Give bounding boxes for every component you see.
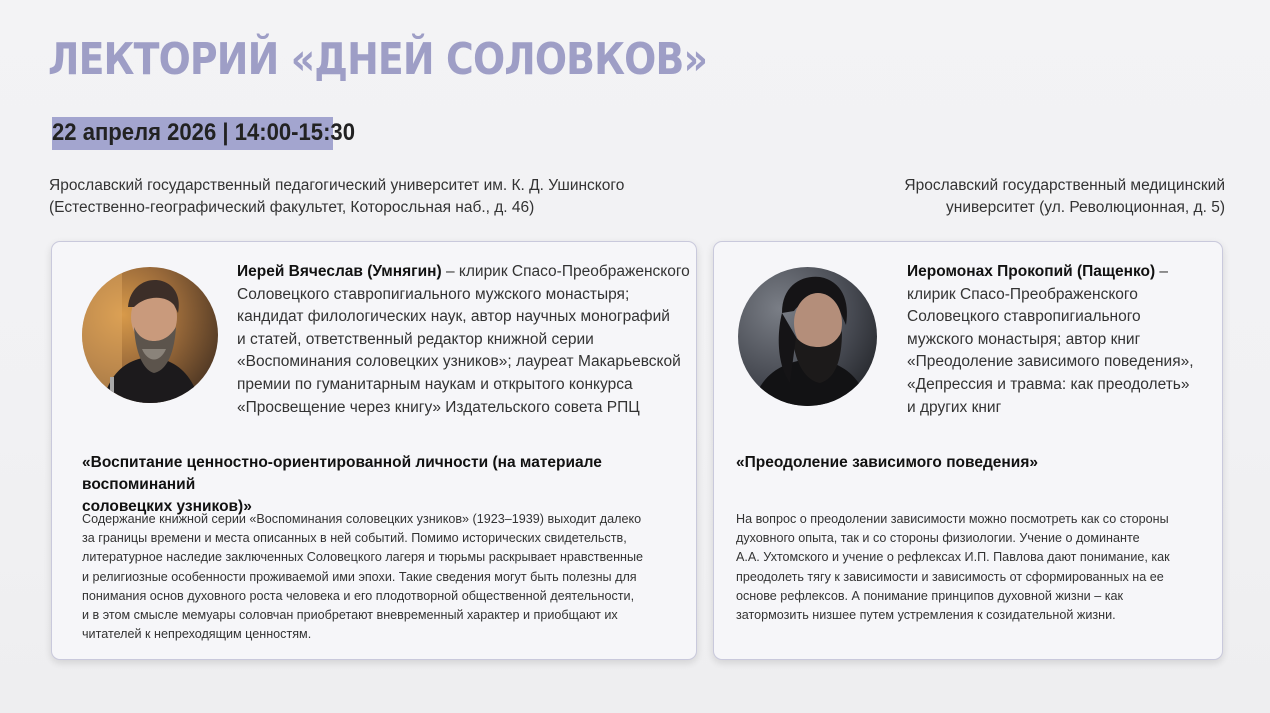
bio-line: «Преодоление зависимого поведения», bbox=[907, 353, 1194, 371]
speaker-name: Иерей Вячеслав (Умнягин) bbox=[237, 263, 442, 280]
desc-line: преодолеть тягу к зависимости и зависимость от сформированных на ее bbox=[736, 569, 1164, 584]
lecture-card-right bbox=[713, 241, 1223, 660]
bio-line: и статей, ответственный редактор книжной серии bbox=[237, 330, 594, 348]
desc-line: На вопрос о преодолении зависимости можно посмотреть как со стороны bbox=[736, 512, 1169, 526]
topic-line: «Преодоление зависимого поведения» bbox=[736, 454, 1038, 471]
desc-line: понимания основ духовного роста человека и его плодотворной общественной деятельности, bbox=[82, 588, 635, 603]
event-date-text: 22 апреля 2026 | 14:00-15:30 bbox=[52, 119, 355, 146]
topic-line: «Воспитание ценностно-ориентированной личности (на материале воспоминаний bbox=[82, 454, 602, 493]
bio-line: мужского монастыря; автор книг bbox=[907, 330, 1141, 348]
bio-line: – bbox=[1155, 263, 1169, 280]
venue-left bbox=[49, 175, 649, 219]
desc-line: затормозить низшее путем устремления к созидательной жизни. bbox=[736, 608, 1116, 623]
lecture-topic bbox=[736, 452, 1206, 474]
bio-line: премии по гуманитарным наукам и открытого конкурса bbox=[237, 375, 633, 393]
desc-line: читателей к непреходящим ценностям. bbox=[82, 627, 312, 642]
bio-line: клирик Спасо-Преображенского bbox=[907, 285, 1138, 303]
speaker-portrait-icon bbox=[82, 267, 218, 403]
speaker-name: Иеромонах Прокопий (Пащенко) bbox=[907, 263, 1156, 280]
desc-line: основе рефлексов. А понимание принципов духовной жизни – как bbox=[736, 588, 1123, 603]
bio-line: «Воспоминания соловецких узников»; лауреат Макарьевской bbox=[237, 353, 681, 371]
lecture-description bbox=[736, 510, 1206, 625]
desc-line: духовного опыта, так и со стороны физиологии. Учение о доминанте bbox=[736, 531, 1140, 546]
venue-left-line1: Ярославский государственный педагогический университет им. К. Д. Ушинского bbox=[49, 177, 625, 194]
bio-line: Соловецкого ставропигиального bbox=[907, 308, 1141, 326]
desc-line: литературное наследие заключенных Соловецкого лагеря и тюрьмы раскрывает нравственные bbox=[82, 550, 644, 565]
bio-line: и других книг bbox=[907, 398, 1002, 416]
bio-line: «Просвещение через книгу» Издательского совета РПЦ bbox=[237, 398, 640, 416]
speaker-photo-avatar bbox=[82, 267, 218, 403]
desc-line: и религиозные особенности проживаемой ими эпохи. Такие сведения могут быть полезны для bbox=[82, 569, 637, 584]
desc-line: за границы времени и места описанных в ней событий. Помимо исторических свидетельств, bbox=[82, 531, 627, 546]
bio-line: – клирик Спасо-Преображенского bbox=[441, 263, 690, 280]
bio-line: кандидат филологических наук, автор научных монографий bbox=[237, 308, 670, 326]
desc-line: Содержание книжной серии «Воспоминания соловецких узников» (1923–1939) выходит далеко bbox=[82, 512, 642, 526]
desc-line: А.А. Ухтомского и учение о рефлексах И.П. Павлова дают понимание, как bbox=[736, 550, 1170, 565]
event-date-badge bbox=[52, 117, 355, 150]
venue-right-line1: Ярославский государственный медицинский bbox=[904, 177, 1225, 194]
lecture-card-left bbox=[51, 241, 697, 660]
lecture-topic bbox=[82, 452, 682, 518]
bio-line: Соловецкого ставропигиального мужского монастыря; bbox=[237, 285, 630, 303]
bio-line: «Депрессия и травма: как преодолеть» bbox=[907, 375, 1190, 393]
speaker-bio bbox=[237, 261, 692, 419]
venue-right bbox=[805, 175, 1225, 219]
venue-left-line2: (Естественно-географический факультет, Которосльная наб., д. 46) bbox=[49, 199, 535, 216]
page-title: ЛЕКТОРИЙ «ДНЕЙ СОЛОВКОВ» bbox=[48, 34, 708, 85]
topic-line: соловецких узников)» bbox=[82, 498, 252, 515]
speaker-photo-avatar bbox=[738, 267, 877, 406]
lecture-description bbox=[82, 510, 682, 644]
desc-line: и в этом смысле мемуары соловчан приобретают вневременный характер и приобщают их bbox=[82, 608, 618, 623]
venue-right-line2: университет (ул. Революционная, д. 5) bbox=[946, 199, 1225, 216]
speaker-bio bbox=[907, 261, 1207, 419]
speaker-portrait-icon bbox=[738, 267, 877, 406]
